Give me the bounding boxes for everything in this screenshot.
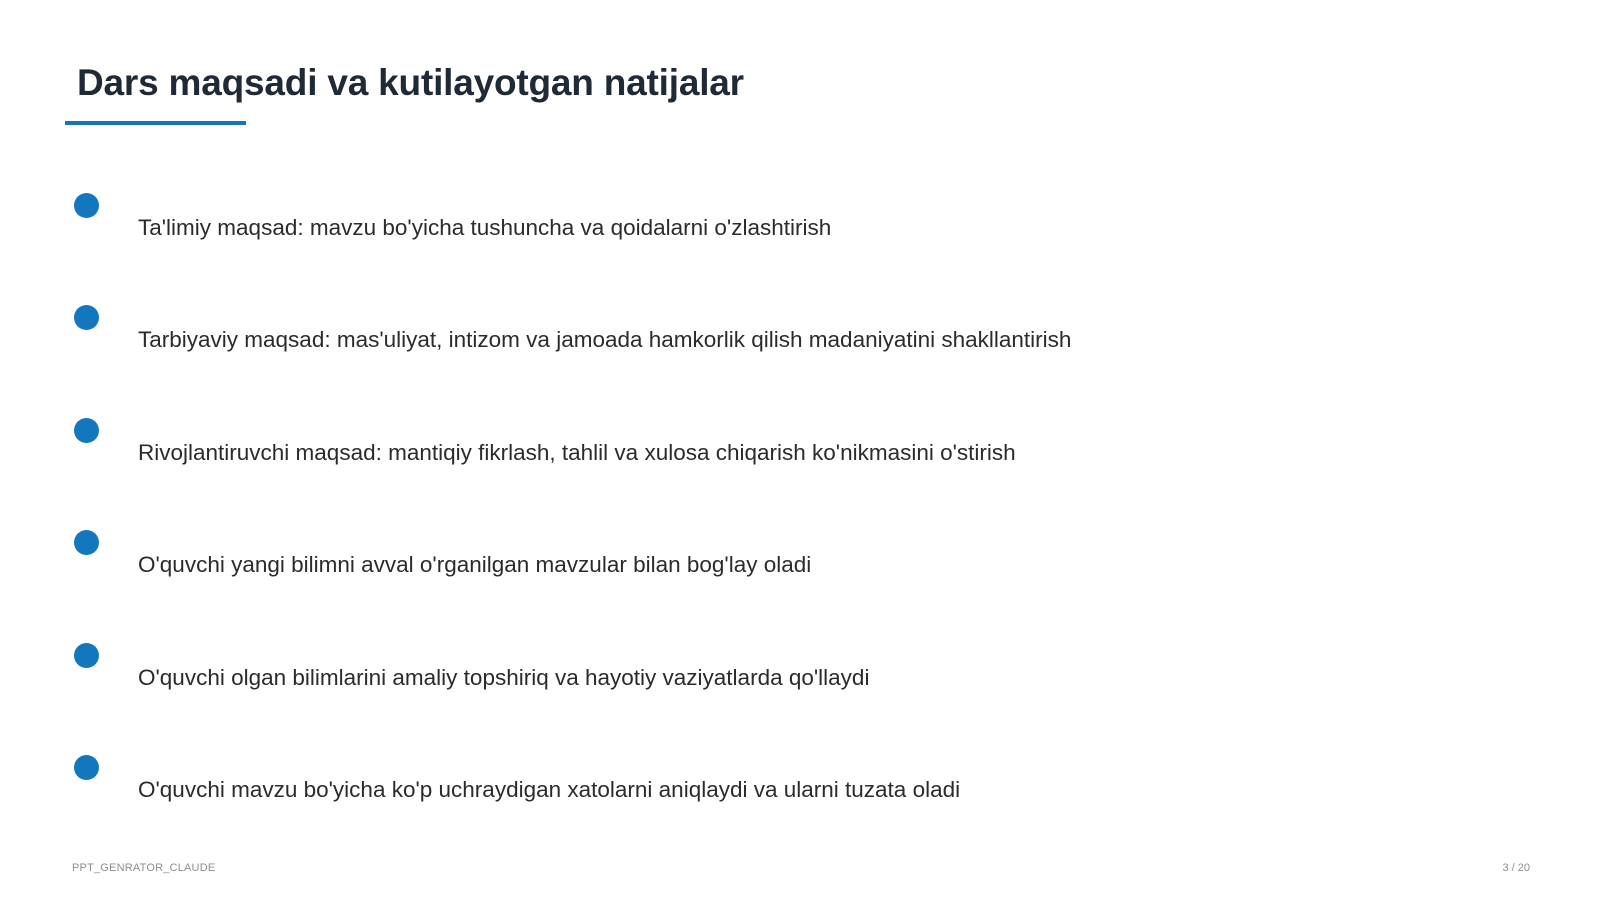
bullet-dot-icon bbox=[74, 755, 99, 780]
bullet-dot-icon bbox=[74, 530, 99, 555]
bullet-text: O'quvchi mavzu bo'yicha ko'p uchraydigan xatolarni aniqlaydi va ularni tuzata oladi bbox=[138, 777, 961, 802]
footer-source-label: PPT_GENRATOR_CLAUDE bbox=[72, 862, 216, 874]
slide-title: Dars maqsadi va kutilayotgan natijalar bbox=[77, 62, 744, 103]
bullet-item bbox=[0, 418, 1600, 478]
bullet-dot-icon bbox=[74, 305, 99, 330]
bullet-dot-icon bbox=[74, 643, 99, 668]
bullet-dot-icon bbox=[74, 418, 99, 443]
bullet-text: Rivojlantiruvchi maqsad: mantiqiy fikrlash, tahlil va xulosa chiqarish ko'nikmasini o'stirish bbox=[138, 440, 1016, 465]
page-indicator: 3 / 20 bbox=[1502, 862, 1530, 874]
bullet-item bbox=[0, 193, 1600, 253]
bullet-text: Tarbiyaviy maqsad: mas'uliyat, intizom va jamoada hamkorlik qilish madaniyatini shakllantirish bbox=[138, 327, 1072, 352]
bullet-dot-icon bbox=[74, 193, 99, 218]
bullet-text: O'quvchi yangi bilimni avval o'rganilgan mavzular bilan bog'lay oladi bbox=[138, 552, 812, 577]
bullet-item bbox=[0, 755, 1600, 815]
bullet-item bbox=[0, 305, 1600, 365]
bullet-text: Ta'limiy maqsad: mavzu bo'yicha tushuncha va qoidalarni o'zlashtirish bbox=[138, 215, 832, 240]
bullet-item bbox=[0, 643, 1600, 703]
bullet-item bbox=[0, 530, 1600, 590]
bullet-text: O'quvchi olgan bilimlarini amaliy topshiriq va hayotiy vaziyatlarda qo'llaydi bbox=[138, 665, 870, 690]
